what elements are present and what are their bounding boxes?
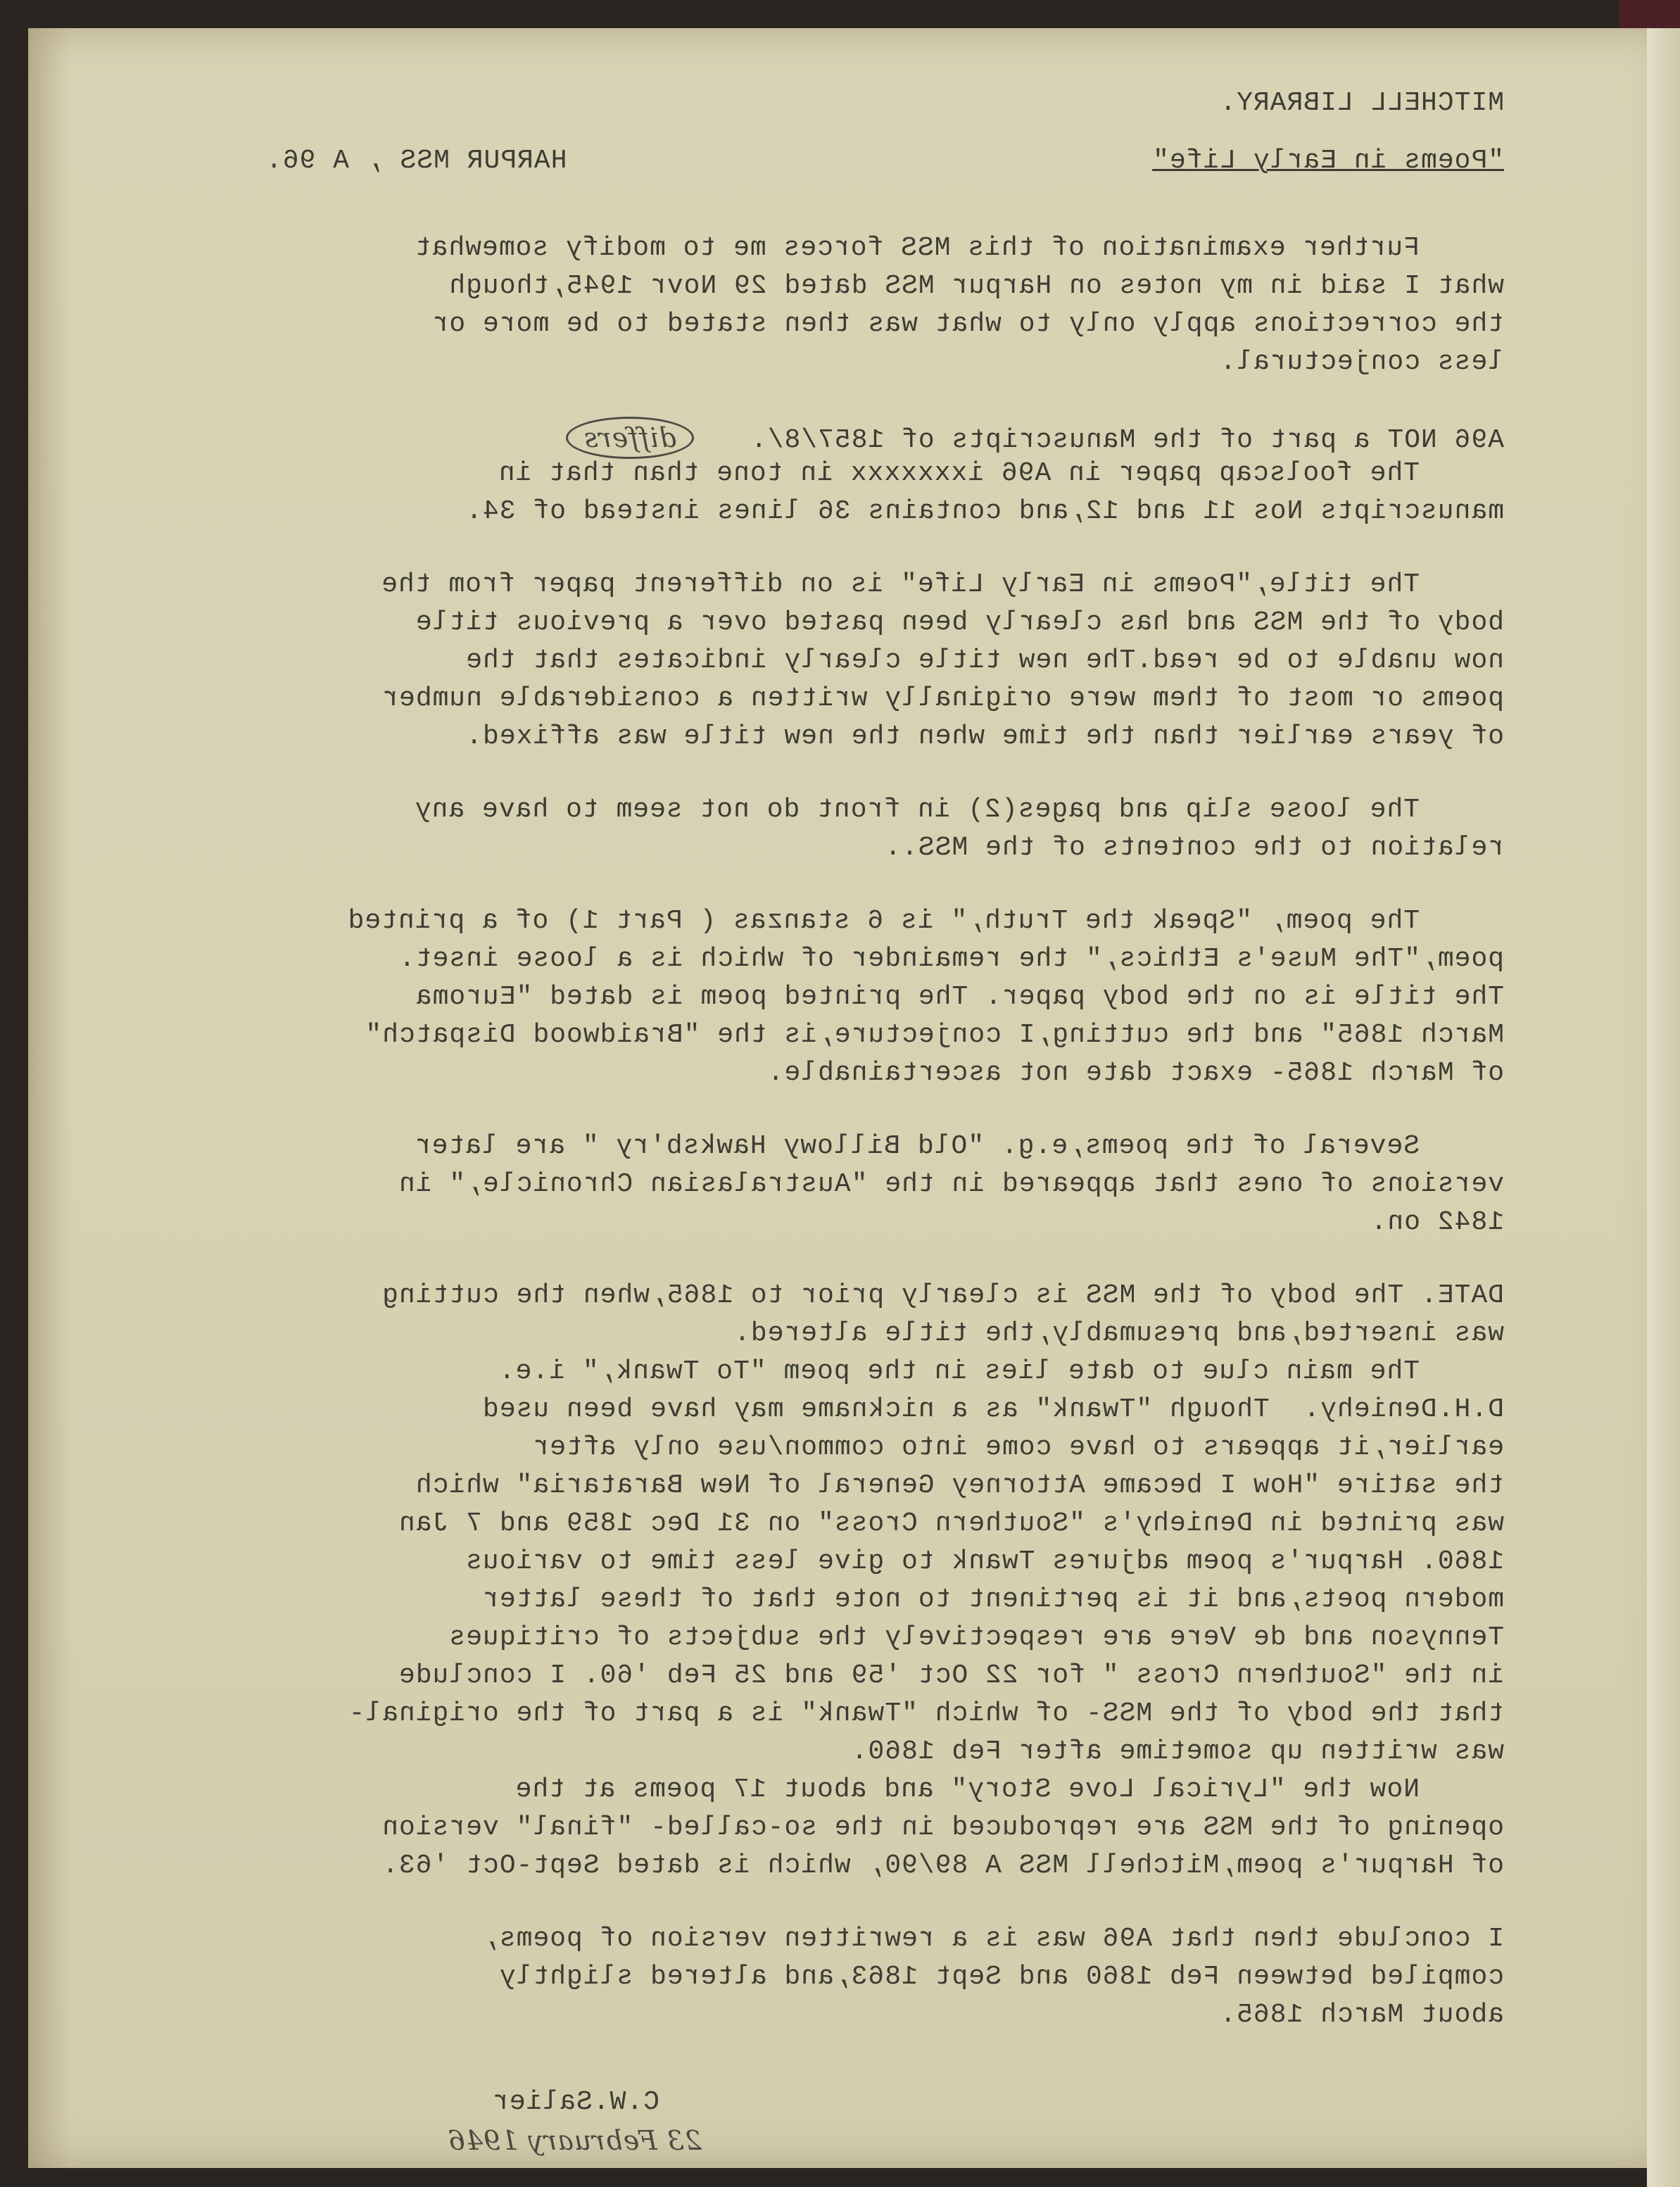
text-line: Further examination of this MSS forces me to modify somewhat <box>414 233 1420 263</box>
text-line: that the body of the MSS- of which "Twank" is a part of the original- <box>348 1698 1504 1729</box>
text-line: poem,"The Muse's Ethics," the remainder of which is a loose inset. <box>398 944 1504 974</box>
text-line: Now the "Lyrical Love Story" and about 17 poems at the <box>514 1775 1420 1805</box>
paragraph-speak-the-truth <box>125 902 1504 1092</box>
text-line: manuscripts Nos 11 and 12,and contains 36 lines instead of 34. <box>465 496 1504 527</box>
typed-document <box>125 84 1504 2160</box>
text-line: DATE. The body of the MSS is clearly prior to 1865,when the cutting <box>381 1280 1504 1311</box>
paragraph-conclusion <box>125 1920 1504 2034</box>
text-line <box>125 417 1504 455</box>
paragraph-loose-slip <box>125 791 1504 867</box>
text-line: Tennyson and de Vere are respectively the subjects of critiques <box>448 1622 1504 1653</box>
text-line: March 1865" and the cutting,I conjecture,is the "Braidwood Dispatch" <box>365 1020 1504 1050</box>
handwritten-correction: differs <box>566 417 694 459</box>
signature-block <box>125 2084 702 2160</box>
text-line: now unable to be read.The new title clearly indicates that the <box>465 645 1504 676</box>
text-line: The poem, "Speak the Truth," is 6 stanzas ( Part 1) of a printed <box>347 906 1420 936</box>
text-line: The title is on the body paper. The printed poem is dated "Euroma <box>415 982 1504 1012</box>
text-line: the corrections apply only to what was then stated to be more or <box>431 309 1504 339</box>
text-line: I conclude then that A96 was is a rewritten version of poems, <box>481 1924 1504 1954</box>
text-line: The title,"Poems in Early Life" is on different paper from the <box>381 569 1420 600</box>
text-line: less conjectural. <box>1219 347 1504 377</box>
paragraph-intro <box>125 229 1504 382</box>
library-heading: MITCHELL LIBRARY. <box>1219 88 1504 118</box>
text-line: poems or most of them were originally written a considerable number <box>381 683 1504 714</box>
text-line: 1860. Harpur's poem adjures Twank to give less time to various <box>465 1546 1504 1577</box>
text-line: Several of the poems,e.g. "Old Billowy Hawksb'ry " are later <box>414 1131 1420 1161</box>
text-line: relation to the contents of the MSS.. <box>884 833 1504 863</box>
text-line: opening of the MSS are reproduced in the so-called- "final" version <box>381 1813 1504 1843</box>
text-line: in the "Southern Cross " for 22 Oct '59 and 25 Feb '60. I conclude <box>398 1660 1504 1691</box>
document-title: "Poems in Early Life" <box>1152 146 1504 176</box>
text-line: compiled between Feb 1860 and Sept 1863,and altered slightly <box>498 1962 1504 1992</box>
text-line: was inserted,and presumably,the title altered. <box>733 1318 1504 1349</box>
paragraph-title <box>125 566 1504 756</box>
text-line: D.H.Deniehy. Though "Twank" as a nickname may have been used <box>481 1394 1504 1425</box>
title-row <box>265 142 1504 180</box>
text-line: of Harpur's poem,Mitchell MSS A 89/90, which is dated Sept-Oct '63. <box>381 1851 1504 1881</box>
signatory-name: C.W.Salier <box>491 2087 659 2117</box>
text-line: of years earlier than the time when the new title was affixed. <box>465 721 1504 752</box>
text-line: The main clue to date lies in the poem "To Twank," i.e. <box>498 1356 1420 1387</box>
signature-date: 23 February 1946 <box>447 2125 702 2156</box>
text-line: body of the MSS and has clearly been pasted over a previous title <box>415 607 1504 638</box>
text-line: of March 1865- exact date not ascertainable. <box>766 1058 1504 1088</box>
text-line: was written up sometime after Feb 1860. <box>850 1737 1504 1767</box>
paragraph-several-poems <box>125 1128 1504 1242</box>
text-line: The loose slip and pages(2) in front do not seem to have any <box>414 795 1420 825</box>
text-span: A96 NOT a part of the Manuscripts of 1857/8/. <box>750 425 1504 455</box>
text-line: what I said in my notes on Harpur MSS dated 29 Novr 1945,though <box>448 271 1504 301</box>
text-line: versions of ones that appeared in the "Australasian Chronicle," in <box>398 1169 1504 1199</box>
text-line: earlier,it appears to have come into common/use only after <box>532 1432 1504 1463</box>
manuscript-reference: HARPUR MSS , A 96. <box>265 146 567 176</box>
text-line: the satire "How I became Attorney General of New Barataria" which <box>415 1470 1504 1501</box>
text-line: modern poets,and it is pertinent to note that of these latter <box>481 1584 1504 1615</box>
paragraph-date <box>125 1277 1504 1885</box>
text-line: was printed in Deniehy's "Southern Cross" on 31 Dec 1859 and 7 Jan <box>398 1508 1504 1539</box>
text-line: 1842 on. <box>1370 1207 1504 1237</box>
text-line: The foolscap paper in A96 ixxxxxxx in tone than that in <box>498 458 1420 489</box>
text-line: about March 1865. <box>1219 2000 1504 2030</box>
paragraph-a96 <box>125 417 1504 531</box>
